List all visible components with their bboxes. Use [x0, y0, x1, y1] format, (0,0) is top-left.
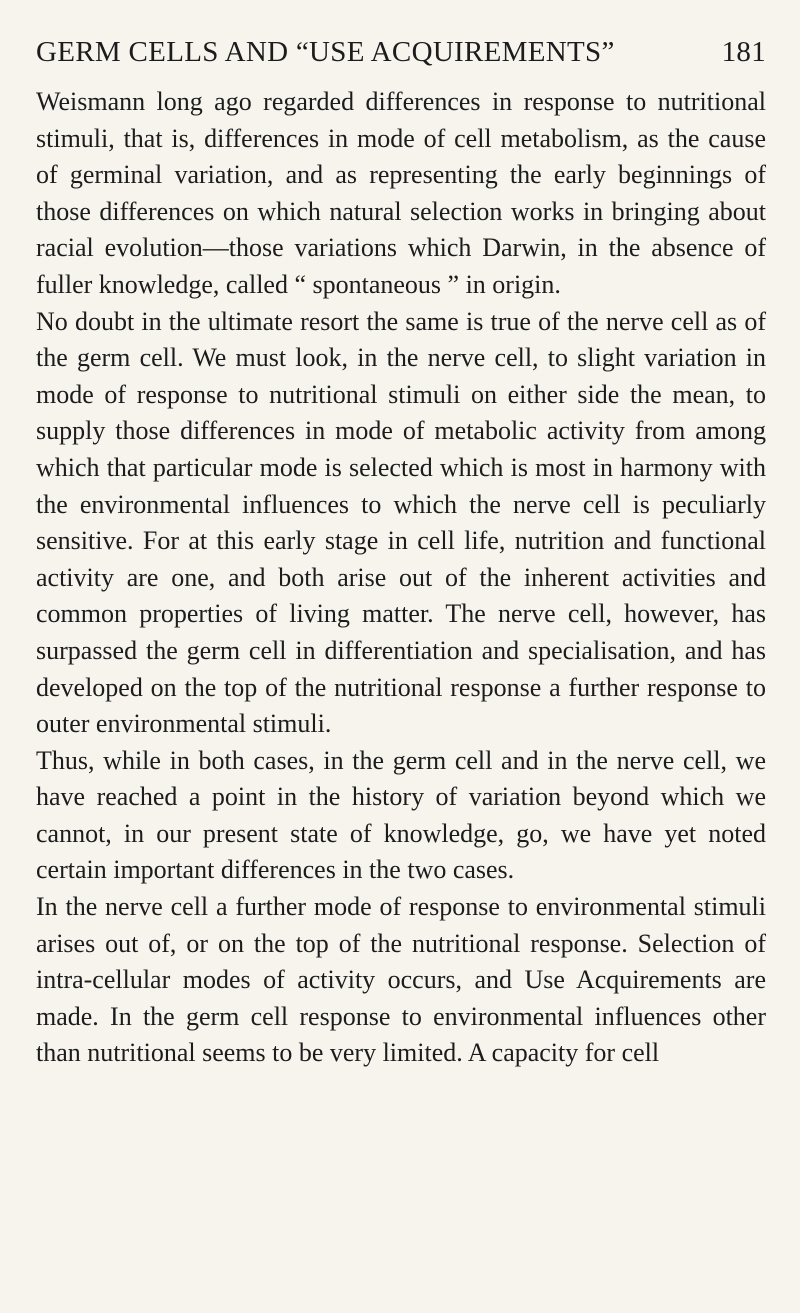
running-title: GERM CELLS AND “USE ACQUIREMENTS” — [36, 36, 615, 68]
paragraph: In the nerve cell a further mode of response to environmental stimuli arises out of, or on the top of the nutritional response. Selection of intra-cellular modes of activity occurs, and Use Acquirements are made. In the germ cell response to environmental influences other than nutritional seems to be very limited. A capacity for cell — [36, 892, 766, 1068]
paragraph: Thus, while in both cases, in the germ cell and in the nerve cell, we have reached a point in the history of variation beyond which we cannot, in our present state of knowledge, go, we have yet noted certain important differences in the two cases. — [36, 745, 766, 885]
page-number: 181 — [721, 36, 766, 68]
paragraph: Weismann long ago regarded differences in response to nutritional stimuli, that is, differences in mode of cell metabolism, as the cause of germinal variation, and as representing the early beginnings of those differences on which natural selection works in bringing about racial evolution—those variations which Darwin, in the absence of fuller knowledge, called “ spontaneous ” in origin. — [36, 87, 766, 299]
book-page — [36, 0, 766, 1313]
running-head — [36, 32, 766, 72]
paragraph: No doubt in the ultimate resort the same is true of the nerve cell as of the germ cell. We must look, in the nerve cell, to slight variation in mode of response to nutritional stimuli on either side the mean, to supply those differences in mode of metabolic activity from among which that particular mode is selected which is most in harmony with the environmental influences to which the nerve cell is peculiarly sensitive. For at this early stage in cell life, nutrition and functional activity are one, and both arise out of the inherent activities and common properties of living matter. The nerve cell, however, has surpassed the germ cell in differentiation and specialisation, and has developed on the top of the nutritional response a further response to outer environmental stimuli. — [36, 306, 766, 739]
body-text — [36, 84, 766, 1072]
